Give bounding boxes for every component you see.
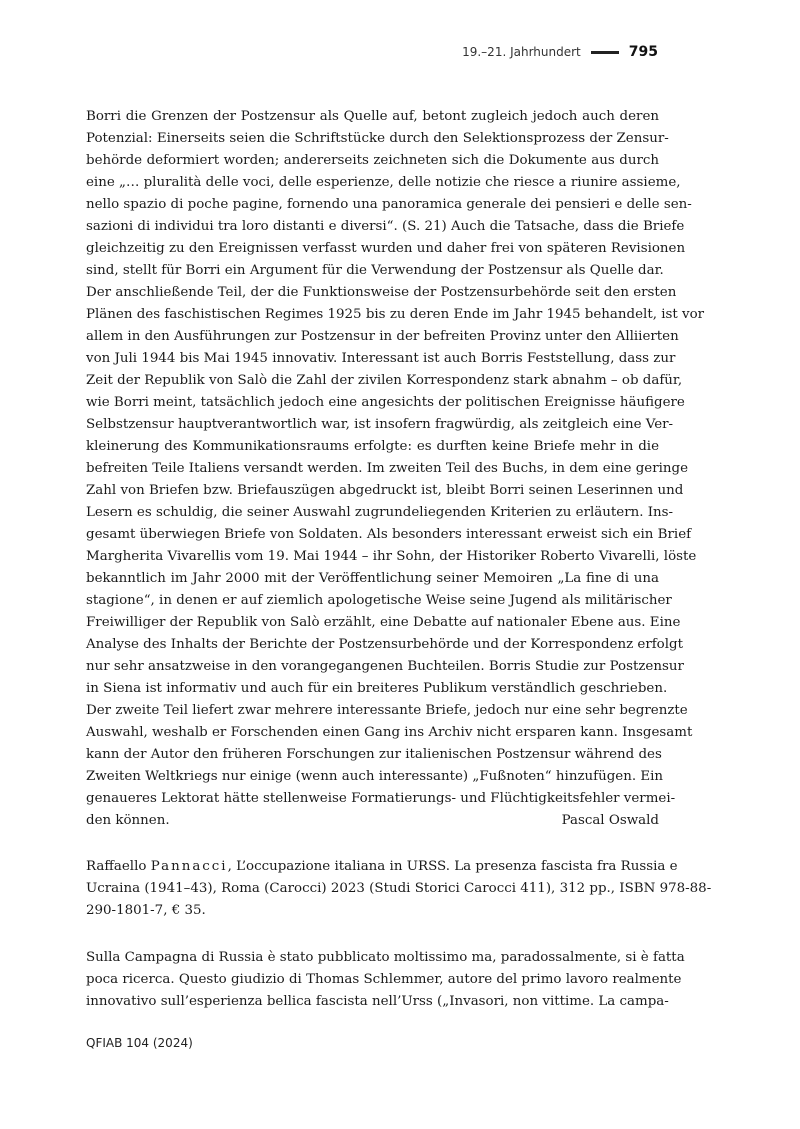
bib-line: Ucraina (1941–43), Roma (Carocci) 2023 (Studi Storici Carocci 411), 312 pp., ISBN 978-88- xyxy=(86,881,712,896)
text-line: befreiten Teile Italiens versandt werden. Im zweiten Teil des Buchs, in dem eine geringe xyxy=(86,461,689,476)
text-line: nello spazio di poche pagine, fornendo una panoramica generale dei pensieri e delle sen- xyxy=(86,197,692,212)
text-line: den können. xyxy=(86,813,170,828)
bibliographic-entry xyxy=(86,856,712,922)
reviewer-name: Pascal Oswald xyxy=(561,813,659,828)
text-line: wie Borri meint, tatsächlich jedoch eine angesichts der politischen Ereignisse häufigere xyxy=(86,395,685,410)
bib-title: , L’occupazione italiana in URSS. La presenza fascista fra Russia e xyxy=(227,859,678,874)
text-line: Der zweite Teil liefert zwar mehrere interessante Briefe, jedoch nur eine sehr begrenzte xyxy=(86,703,688,718)
closing-line xyxy=(86,810,659,832)
header-rule xyxy=(591,51,619,54)
text-line: Der anschließende Teil, der die Funktionsweise der Postzensurbehörde seit den ersten xyxy=(86,285,677,300)
text-line: Zahl von Briefen bzw. Briefauszügen abgedruckt ist, bleibt Borri seinen Leserinnen und xyxy=(86,483,684,498)
text-line: Margherita Vivarellis vom 19. Mai 1944 – ihr Sohn, der Historiker Roberto Vivarelli, löste xyxy=(86,549,697,564)
text-line: Borri die Grenzen der Postzensur als Quelle auf, betont zugleich jedoch auch deren xyxy=(86,109,659,124)
text-line: behörde deformiert worden; andererseits zeichneten sich die Dokumente aus durch xyxy=(86,153,659,168)
bib-line: 290-1801-7, € 35. xyxy=(86,903,206,918)
text-line: innovativo sull’esperienza bellica fascista nell’Urss („Invasori, non vittime. La campa- xyxy=(86,994,669,1009)
text-line: von Juli 1944 bis Mai 1945 innovativ. Interessant ist auch Borris Feststellung, dass zur xyxy=(86,351,676,366)
review-beginning xyxy=(86,947,685,1013)
text-line: Lesern es schuldig, die seiner Auswahl zugrundeliegenden Kriterien zu erläutern. Ins- xyxy=(86,505,674,520)
text-line: Sulla Campagna di Russia è stato pubblicato moltissimo ma, paradossalmente, si è fatta xyxy=(86,950,685,965)
review-continuation xyxy=(86,106,705,832)
text-line: kann der Autor den früheren Forschungen zur italienischen Postzensur während des xyxy=(86,747,662,762)
running-head xyxy=(462,44,658,60)
text-line: kleinerung des Kommunikationsraums erfolgte: es durften keine Briefe mehr in die xyxy=(86,439,659,454)
text-line: Auswahl, weshalb er Forschenden einen Gang ins Archiv nicht ersparen kann. Insgesamt xyxy=(86,725,693,740)
text-line: sind, stellt für Borri ein Argument für die Verwendung der Postzensur als Quelle dar. xyxy=(86,263,664,278)
text-line: Plänen des faschistischen Regimes 1925 bis zu deren Ende im Jahr 1945 behandelt, ist vor xyxy=(86,307,705,322)
author-last-name: Pannacci xyxy=(150,859,228,874)
journal-footer: QFIAB 104 (2024) xyxy=(86,1036,193,1050)
text-line: stagione“, in denen er auf ziemlich apologetische Weise seine Jugend als militärischer xyxy=(86,593,672,608)
text-line: Zweiten Weltkriegs nur einige (wenn auch interessante) „Fußnoten“ hinzufügen. Ein xyxy=(86,769,664,784)
page-number: 795 xyxy=(628,44,658,60)
text-line: nur sehr ansatzweise in den vorangegangenen Buchteilen. Borris Studie zur Postzensur xyxy=(86,659,684,674)
text-line: Potenzial: Einerseits seien die Schriftstücke durch den Selektionsprozess der Zensur- xyxy=(86,131,669,146)
text-line: Selbstzensur hauptverantwortlich war, ist insofern fragwürdig, als zeitgleich eine Ver- xyxy=(86,417,674,432)
text-line: Freiwilliger der Republik von Salò erzählt, eine Debatte auf nationaler Ebene aus. Eine xyxy=(86,615,681,630)
text-line: sazioni di individui tra loro distanti e diversi“. (S. 21) Auch die Tatsache, dass die Briefe xyxy=(86,219,685,234)
text-line: Analyse des Inhalts der Berichte der Postzensurbehörde und der Korrespondenz erfolgt xyxy=(86,637,683,652)
text-line: Zeit der Republik von Salò die Zahl der zivilen Korrespondenz stark abnahm – ob dafür, xyxy=(86,373,683,388)
author-first-name: Raffaello xyxy=(86,859,147,874)
text-line: allem in den Ausführungen zur Postzensur in der befreiten Provinz unter den Alliierten xyxy=(86,329,679,344)
bib-line xyxy=(86,856,678,878)
text-line: bekanntlich im Jahr 2000 mit der Veröffentlichung seiner Memoiren „La fine di una xyxy=(86,571,659,586)
text-line: gleichzeitig zu den Ereignissen verfasst wurden und daher frei von späteren Revisionen xyxy=(86,241,686,256)
text-line: poca ricerca. Questo giudizio di Thomas Schlemmer, autore del primo lavoro realmente xyxy=(86,972,682,987)
text-line: eine „… pluralità delle voci, delle esperienze, delle notizie che riesce a riunire assieme, xyxy=(86,175,681,190)
section-title: 19.–21. Jahrhundert xyxy=(462,45,581,59)
text-line: in Siena ist informativ und auch für ein breiteres Publikum verständlich geschrieben. xyxy=(86,681,668,696)
text-line: gesamt überwiegen Briefe von Soldaten. Als besonders interessant erweist sich ein Brief xyxy=(86,527,692,542)
text-line: genaueres Lektorat hätte stellenweise Formatierungs- und Flüchtigkeitsfehler vermei- xyxy=(86,791,676,806)
